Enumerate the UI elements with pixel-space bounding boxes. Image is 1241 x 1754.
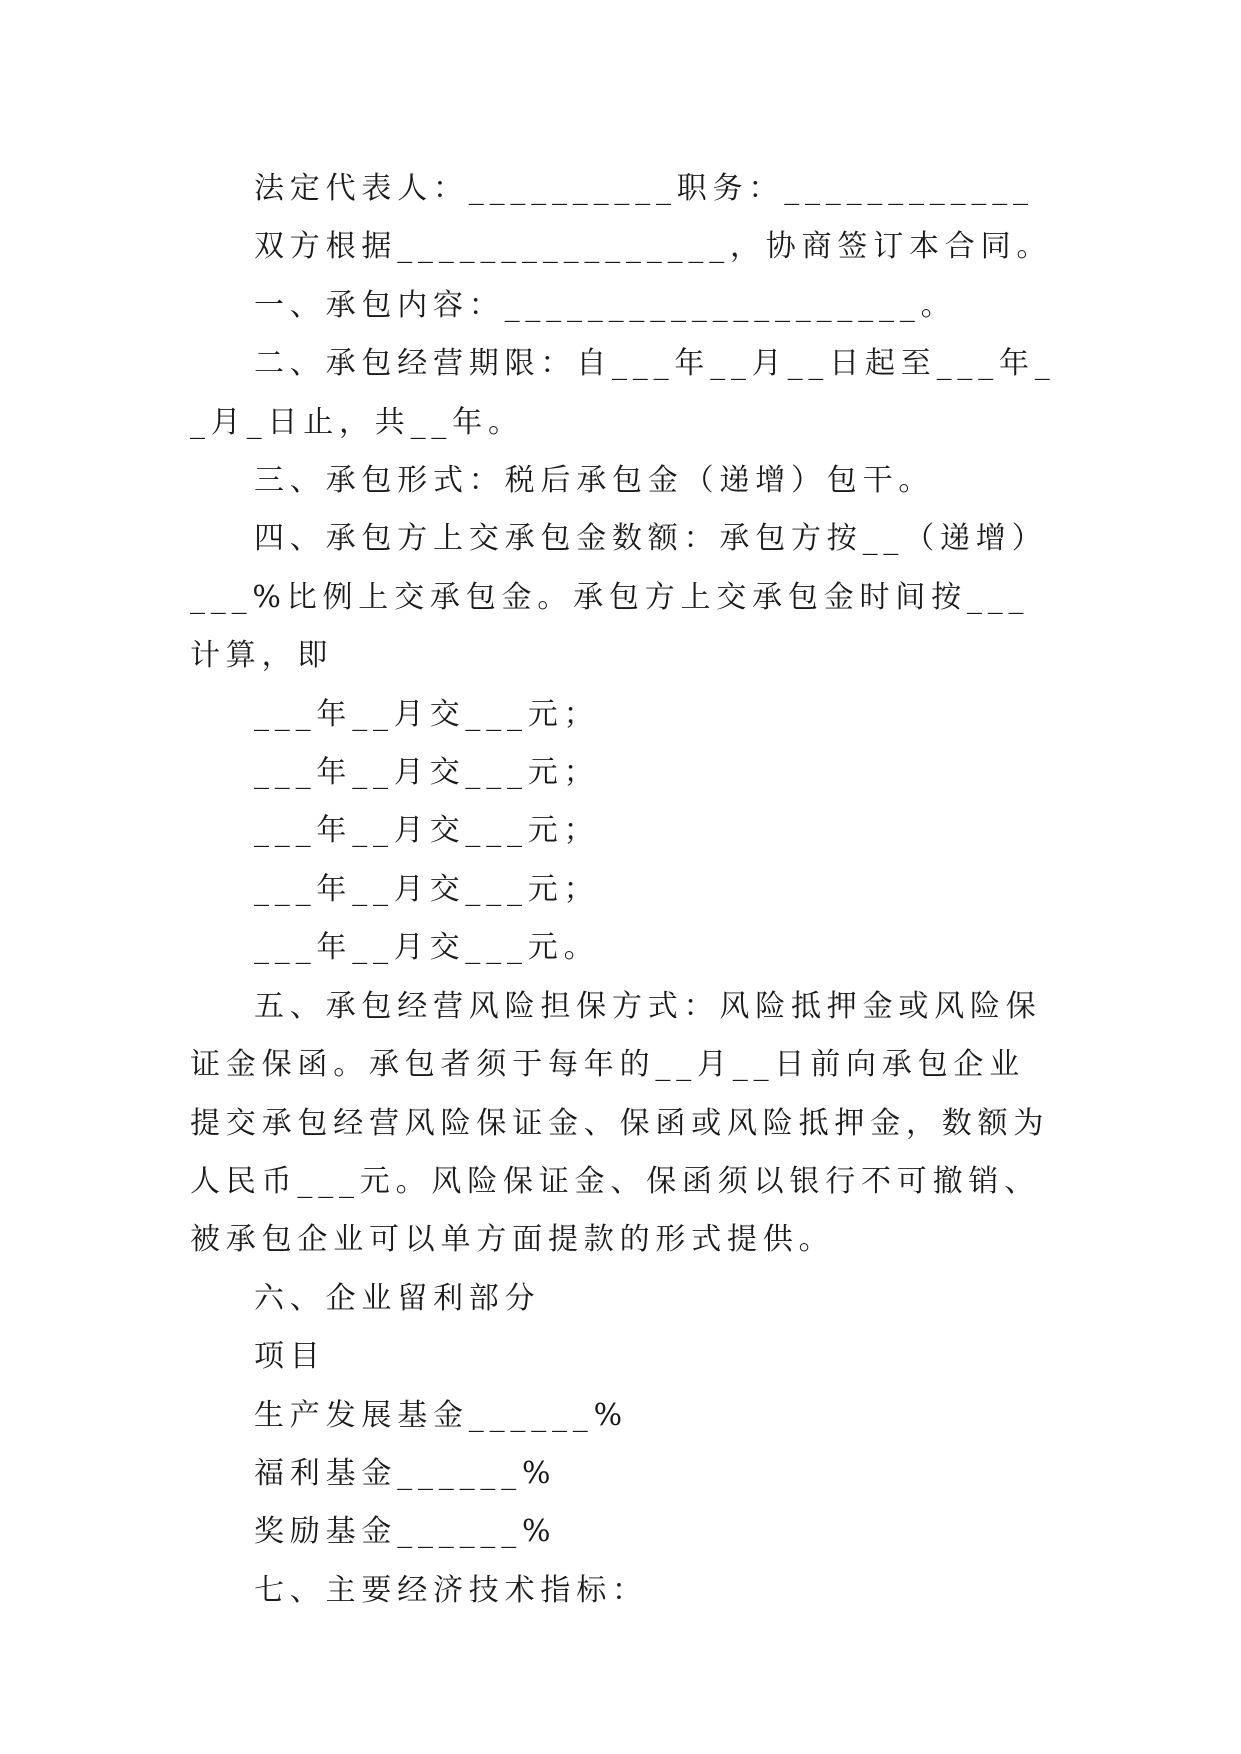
clause-3-form: 三、承包形式：税后承包金（递增）包干。 [254,463,935,499]
clause-5-guarantee: 五、承包经营风险担保方式：风险抵押金或风险保证金保函。承包者须于每年的__月__日前向承包企业提交承包经营风险保证金、保函或风险抵押金，数额为人民币___元。风险保证金、保函须以银行不可撤销、被承包企业可以单方面提款的形式提供。 [190,988,1050,1258]
document-body [190,160,1060,1620]
clause-6-retained-profit: 六、企业留利部分 [254,1280,541,1316]
clause-7-indicators: 七、主要经济技术指标： [254,1572,648,1608]
payment-line: ___年__月交___元； [254,813,600,849]
fund-line: 福利基金______% [254,1455,557,1491]
fund-line: 生产发展基金______% [254,1397,628,1433]
clause-4-amount: 四、承包方上交承包金数额：承包方按__（递增）___%比例上交承包金。承包方上交承包金时间按___计算，即 [190,521,1048,674]
payment-line: ___年__月交___元； [254,696,600,732]
clause-2-term: 二、承包经营期限：自___年__月__日起至___年__月_日止，共__年。 [190,346,1056,440]
clause-1-content: 一、承包内容：____________________。 [254,287,957,323]
legal-representative-line: 法定代表人：__________职务：____________ [254,171,1034,206]
basis-line: 双方根据________________，协商签订本合同。 [254,229,1053,265]
payment-line: ___年__月交___元； [254,755,600,791]
payment-line: ___年__月交___元。 [254,930,600,966]
item-heading: 项目 [254,1339,326,1375]
fund-line: 奖励基金______% [254,1514,557,1550]
payment-line: ___年__月交___元； [254,871,600,907]
